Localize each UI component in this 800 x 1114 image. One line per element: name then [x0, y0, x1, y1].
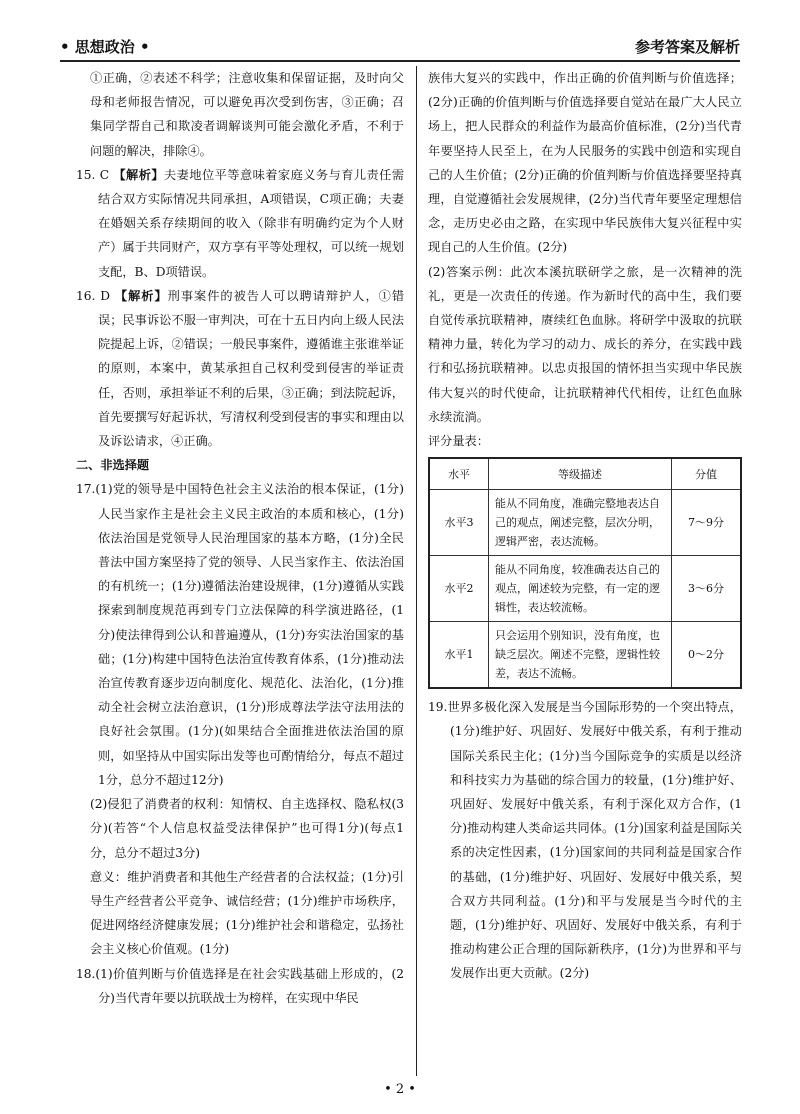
- q18-part2-text: (2)答案示例：此次本溪抗联研学之旅，是一次精神的洗礼，更是一次责任的传递。作为新时代的高中生，我们要自觉传承抗联精神，赓续红色血脉。将研学中汲取的抗联精神力量，转化为学习的动力、成长的养分，在实践中践行和弘扬抗联精神。以忠贞报国的情怀担当实现中华民族伟大复兴的时代使命，让抗联精神代代相传，让红色血脉永续流淌。: [428, 264, 742, 424]
- q15-text: 夫妻地位平等意味着家庭义务与育儿责任需结合双方实际情况共同承担，A项错误，C项正确；夫妻在婚姻关系存续期间的收入（除非有明确约定为个人财产）属于共同财产，双方享有平等处理权，可以统一规划支配，B、D项错误。: [98, 167, 405, 279]
- right-column: [428, 66, 742, 986]
- scoring-table: [428, 457, 742, 689]
- row-level: 水平2: [429, 556, 489, 622]
- row-level: 水平3: [429, 490, 489, 556]
- question-17-part1: [76, 477, 404, 792]
- section-title: 参考答案及解析: [634, 38, 740, 56]
- q16-text: 刑事案件的被告人可以聘请辩护人，①错误；民事诉讼不服一审判决，可在十五日内向上级人民法院提起上诉，②错误；一般民事案件，遵循谁主张谁举证的原则，本案中，黄某承担自己权利受到侵害的举证责任，否则，承担举证不利的后果，③正确；到法院起诉，首先要撰写好起诉状，写清权利受到侵害的事实和理由以及诉讼请求，④正确。: [98, 288, 405, 449]
- q17-part2-text: (2)侵犯了消费者的权利：知情权、自主选择权、隐私权(3分)(若答“个人信息权益受法律保护”也可得1分)(每点1分，总分不超过3分): [90, 797, 404, 860]
- table-header-row: [429, 458, 741, 490]
- row-description: 能从不同角度，较准确表达自己的观点，阐述较为完整，有一定的逻辑性，表达较流畅。: [489, 556, 672, 622]
- subject-title: • 思想政治 •: [60, 38, 150, 56]
- q17-part1-text: (1)党的领导是中国特色社会主义法治的根本保证，(1分)人民当家作主是社会主义民主政治的本质和核心，(1分)依法治国是党领导人民治理国家的基本方略，(1分)全民普法中国方案坚持了党的领导、人民当家作主、依法治国的有机统一；(1分)遵循法治建设规律，(1分)遵循从实践探索到制度规范再到专门立法保障的科学演进路径，(1分)使法律得到公认和普遍遵从，(1分)夯实法治国家的基础；(1分)构建中国特色法治宣传教育体系，(1分)推动法治宣传教育逐步迈向制度化、规范化、法治化，(1分)推动全社会树立法治意识，(1分)形成尊法学法守法用法的良好社会氛围。(1分)(如果结合全面推进依法治国的原则，如坚持从中国实际出发等也可酌情给分，每点不超过1分，总分不超过12分): [95, 482, 404, 787]
- row-level: 水平1: [429, 622, 489, 689]
- q15-number: 15. C: [76, 167, 110, 182]
- q19-text: 世界多极化深入发展是当今国际形势的一个突出特点，(1分)维护好、巩固好、发展好中俄关系，有利于推动国际关系民主化；(1分)当今国际竞争的实质是以经济和科技实力为基础的综合国力的较量，(1分)维护好、巩固好、发展好中俄关系，有利于深化双方合作，(1分)推动构建人类命运共同体。(1分)国家利益是国际关系的决定性因素，(1分)国家间的共同利益是国家合作的基础，(1分)维护好、巩固好、发展好中俄关系，契合双方共同利益。(1分)和平与发展是当今时代的主题，(1分)维护好、巩固好、发展好中俄关系，有利于推动构建公正合理的国际新秩序，(1分)为世界和平与发展作出更大贡献。(2分): [447, 700, 742, 981]
- q18-number: 18.: [76, 966, 96, 981]
- row-score: 0～2分: [672, 622, 742, 689]
- q16-number: 16. D: [76, 288, 111, 303]
- question-16: [76, 284, 404, 453]
- row-score: 7～9分: [672, 490, 742, 556]
- header-description: 等级描述: [489, 458, 672, 490]
- q15-analysis-tag: 【解析】: [113, 167, 165, 182]
- question-19: [428, 695, 742, 985]
- header-level: 水平: [429, 458, 489, 490]
- q16-analysis-tag: 【解析】: [114, 288, 168, 303]
- q18-part1-text-b: 族伟大复兴的实践中，作出正确的价值判断与价值选择；(2分)正确的价值判断与价值选择要自觉站在最广大人民立场上，把人民群众的利益作为最高价值标准，(2分)当代青年要坚持人民至上，在为人民服务的实践中创造和实现自己的人生价值；(2分)正确的价值判断与价值选择要坚持真理，自觉遵循社会发展规律，(2分)当代青年要坚定理想信念，走历史必由之路，在实现中华民族伟大复兴征程中实现自己的人生价值。(2分): [428, 71, 742, 255]
- table-row: [429, 490, 741, 556]
- column-divider: [416, 66, 417, 1076]
- q17-part2-significance: 意义：维护消费者和其他生产经营者的合法权益；(1分)引导生产经营者公平竞争、诚信经营；(1分)维护市场秩序，促进网络经济健康发展；(1分)维护社会和谐稳定，弘扬社会主义核心价值观。(1分): [90, 869, 404, 957]
- left-column: [76, 66, 404, 1010]
- header-score: 分值: [672, 458, 742, 490]
- q17-number: 17.: [76, 482, 96, 497]
- question-15: [76, 163, 404, 284]
- question-18-part1: [76, 962, 404, 1010]
- row-description: 能从不同角度，准确完整地表达自己的观点，阐述完整，层次分明，逻辑严密，表达流畅。: [489, 490, 672, 556]
- table-row: [429, 622, 741, 689]
- table-row: [429, 556, 741, 622]
- row-description: 只会运用个别知识，没有角度，也缺乏层次。阐述不完整，逻辑性较差，表达不流畅。: [489, 622, 672, 689]
- page-header: [60, 34, 740, 62]
- q19-number: 19.: [428, 700, 448, 715]
- row-score: 3～6分: [672, 556, 742, 622]
- q14-continuation: ①正确，②表述不科学；注意收集和保留证据，及时向父母和老师报告情况，可以避免再次受到伤害，③正确；召集同学帮自己和欺凌者调解谈判可能会激化矛盾，不利于问题的解决，排除④。: [90, 71, 404, 158]
- section-heading: 二、非选择题: [76, 458, 150, 473]
- page-number: • 2 •: [384, 1082, 416, 1097]
- rubric-label: 评分量表：: [428, 434, 489, 449]
- q18-part1-text-a: (1)价值判断与价值选择是在社会实践基础上形成的，(2分)当代青年要以抗联战士为榜样，在实现中华民: [95, 966, 404, 1005]
